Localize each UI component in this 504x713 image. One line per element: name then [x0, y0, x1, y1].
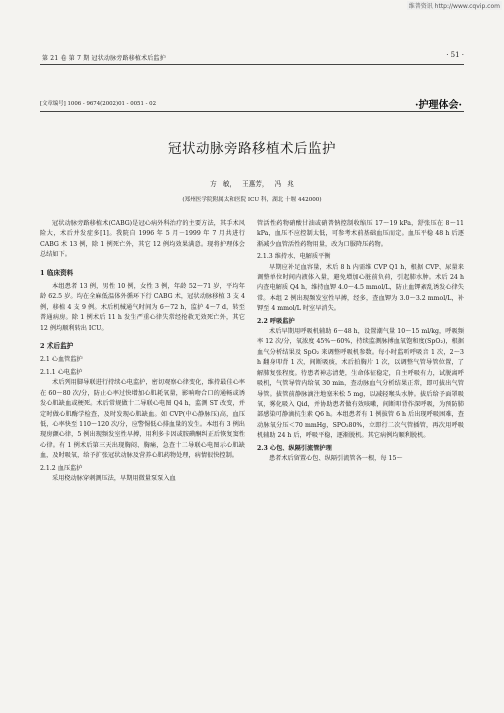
running-head: 第 21 卷 第 7 期 冠状动脉旁路移植术后监护	[42, 55, 166, 62]
paragraph: 早期应补足血容量，术后 8 h 内需维 CVP Q1 h，根据 CVP、尿量来调整单位时间内液体入量，避免增加心脏前负荷，引起肺水肿。术后 24 h 内查电解质 Q4 h，维持血钾 4.0～4.5 mmol/L，防止血钾紊乱诱发心律失常。本组 2 例出现频发室性早搏，经多，查血钾为 3.0～3.2 mmol/L，补钾至 4 mmol/L 时室早消失。	[257, 263, 464, 313]
paragraph: 患者术后留置心包、纵隔引流管各一根，每 15～	[269, 454, 403, 462]
paragraph: 术后列用脚导联进行持续心电监护，密切观察心律变化，维持最佳心率在 60～80 次/分，防止心率过快增加心肌耗氧量，影响吻合口的通畅或诱发心肌缺血或梗死。术后常规做十二导联心电图 Q4 h，监测 ST 改变，并定时做心肌酶学检查，及时发现心肌缺血。如 CVP(中心静脉压)高，血压低，心率快至 110～120 次/分，应警惕低心排血量的发生。本组有 3 例出现房颤心律，5 例出现频发室性早搏，用利多卡因或胺碘酮纠正后恢复窦性心律。有 1 例术后第三天出现胸闷、胸痛，急查十二导联心电图示心肌缺血，及时吸氧，给予扩张冠状动脉及营养心肌药物处理，病情很快控制。	[40, 379, 245, 460]
watermark: 维普资讯 http://www.cqvip.com	[408, 3, 500, 10]
paragraph: 术后早期用呼吸机辅助 6～48 h，设置潮气量 10～15 ml/kg，呼吸频率 12 次/分，氧浓度 45%～60%，持续监测脉搏血氧饱和度(SpO₂)，根据血气分析结果及 SpO₂ 来调整呼吸机参数。每小时监听呼吸音 1 次，2～3 h 翻身叩背 1 次，间断吸痰，术后拍胸片 1 次，以调整气管导管位置，了解肺复张程度。待患者神志清楚，生命体征稳定，自主呼吸有力，试脱离呼吸机，气管导管内给氧 30 min，查动脉血气分析结果正常，即可拔出气管导管。拔管前静脉滴注地塞米松 5 mg，以减轻喉头水肿。拔后给予面罩吸氧，雾化吸入 Qid，并协助患者做有效咳嗽，间断叩背作深呼吸，为预防肺部感染可静滴抗生素 Q6 h。本组患者有 1 例拔管 6 h 后出现呼吸困难，查动脉氧分压＜70 mmHg，SPO₂80%，立即行二次气管插管，再次用呼吸机辅助 24 h 后，呼吸平稳，逐渐脱机。其它病例均顺利脱机。	[257, 328, 464, 440]
subsection-heading: 2.1.2 血压监护	[40, 464, 83, 472]
page-number: · 51 ·	[446, 51, 464, 59]
subsection-heading: 2.1.3 维持水、电解质平衡	[257, 253, 331, 261]
paragraph: 冠状动脉旁路移植术(CABG)是冠心病外科治疗的主要方法，其手术风险大，术后并发症多[1]。我院自 1996 年 5 月－1999 年 7 月共进行 CABG 术 13 例，除 1 例死亡外，其它 12 例均效果满意。现将护理体会总结如下。	[40, 220, 245, 259]
header-rule-2	[40, 111, 464, 112]
subsection-heading: 2.2 呼吸监护	[257, 317, 295, 325]
section-heading: 1 临床资料	[40, 268, 74, 277]
right-column	[257, 219, 464, 464]
affiliation: (郑州医学院附属太和医院 ICU 科，湖北 十堰 442000)	[182, 197, 322, 203]
article-title: 冠状动脉旁路移植术后监护	[168, 141, 336, 157]
subsection-heading: 2.1.1 心电监护	[40, 368, 83, 376]
authors: 方 敏， 王惠芳， 冯 兆	[210, 180, 294, 188]
column-name: ·护理体会·	[415, 100, 462, 111]
paragraph: 采用桡动脉穿刺测压法，早期用微量泵泵入血	[52, 474, 176, 482]
paragraph: 管活性药物硝酸甘油或硝普钠控制收缩压 17～19 kPa，舒张压在 8～11 kPa，血压不应控制太低，可参考术前基础血压而定。血压平稳 48 h 后逐渐减少血管活性药物用量，改为口服降压药物。	[257, 220, 464, 248]
left-column	[40, 219, 245, 484]
section-heading: 2 术后监护	[40, 342, 74, 351]
article-id: [文章编号] 1006 - 9674(2002)01 - 0051 - 02	[40, 101, 157, 107]
header-rule	[40, 64, 464, 65]
subsection-heading: 2.1 心血管监护	[40, 356, 83, 364]
subsection-heading: 2.3 心包、纵隔引流管护理	[257, 444, 332, 452]
paragraph: 本组患者 13 例，男性 10 例，女性 3 例，年龄 52～71 岁，平均年龄 62.5 岁。均在全麻低温体外循环下行 CABG 术，冠状动脉移植 3 支 4 例，移植 4 支 9 例。术后机械通气时间为 6～72 h，监护 4～7 d，转至普通病房。除 1 例术后 11 h 发生严重心律失常经抢救无效死亡外，其它 12 例均顺利转出 ICU。	[40, 283, 245, 332]
